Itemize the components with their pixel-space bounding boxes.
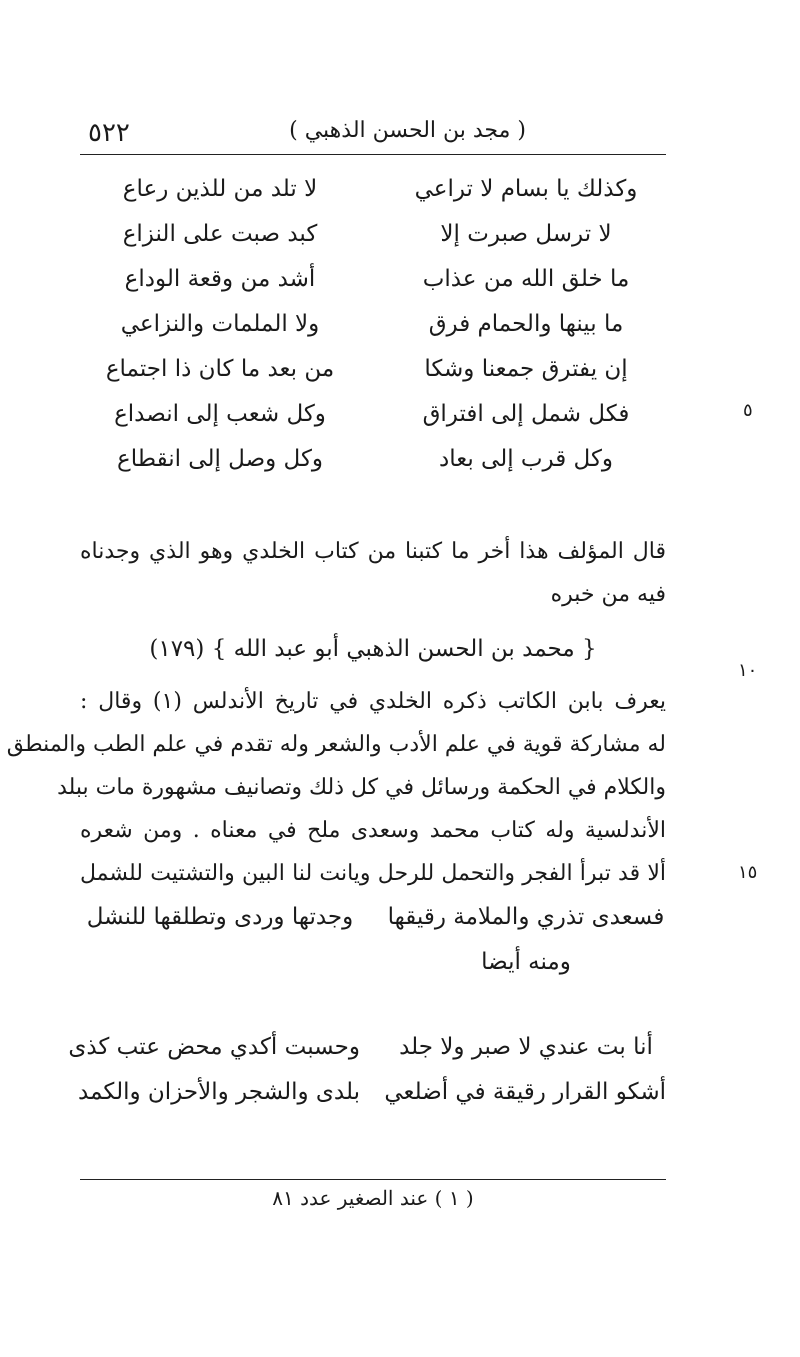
hemistich: فسعدى تذري والملامة رقيقها [387, 903, 665, 930]
margin-line-number: ١٥ [738, 862, 758, 883]
poem-top [80, 166, 666, 481]
verse-row [80, 939, 666, 984]
footnote-divider [80, 1179, 666, 1180]
verse-row [80, 1069, 666, 1114]
verse-row [80, 436, 666, 481]
hemistich: أشكو القرار رقيقة في أضلعي [384, 1078, 666, 1105]
hemistich: وكل قرب إلى بعاد [438, 445, 614, 472]
hemistich: وكذلك يا بسام لا تراعي [414, 175, 638, 202]
prose-line: له مشاركة قوية في علم الأدب والشعر وله تقدم في علم الطب والمنطق [6, 732, 666, 757]
prose-line: ألا قد تبرأ الفجر والتحمل للرحل ويانت لنا البين والتشتيت للشمل [80, 861, 666, 886]
prose-line: الأندلسية وله كتاب محمد وسعدى ملح في معناه . ومن شعره [80, 818, 666, 843]
hemistich: أشد من وقعة الوداع [124, 265, 316, 292]
hemistich: أنا بت عندي لا صبر ولا جلد [399, 1033, 653, 1060]
verse-row [80, 346, 666, 391]
hemistich: وجدتها وردى وتطلقها للنشل [86, 903, 354, 930]
verse-row [80, 391, 666, 436]
prose-line: قال المؤلف هذا أخر ما كتبنا من كتاب الخلدي وهو الذي وجدناه [80, 539, 666, 564]
page-header [80, 118, 666, 155]
hemistich: إن يفترق جمعنا وشكا [424, 355, 628, 382]
hemistich: وحسبت أكدي محض عتب كذى [68, 1033, 360, 1060]
hemistich: لا ترسل صبرت إلا [440, 220, 612, 247]
hemistich: ومنه أيضا [481, 948, 571, 975]
verse-row [80, 166, 666, 211]
margin-line-number: ٥ [743, 400, 753, 421]
verse-row [80, 256, 666, 301]
hemistich: بلدى والشجر والأحزان والكمد [78, 1078, 360, 1105]
poem-bottom [68, 894, 666, 1114]
hemistich: لا تلد من للذين رعاع [122, 175, 318, 202]
verse-row [68, 1024, 666, 1069]
hemistich: كبد صبت على النزاع [122, 220, 318, 247]
footnote: ( ١ ) عند الصغير عدد ٨١ [272, 1186, 474, 1210]
page-number: ٥٢٢ [88, 118, 130, 148]
prose-bio [6, 680, 666, 895]
hemistich: ولا الملمات والنزاعي [120, 310, 320, 337]
prose-line: والكلام في الحكمة ورسائل في كل ذلك وتصانيف مشهورة مات ببلد [57, 775, 666, 800]
hemistich: ما بينها والحمام فرق [428, 310, 624, 337]
hemistich: ما خلق الله من عذاب [422, 265, 630, 292]
prose-line: فيه من خبره [550, 582, 666, 607]
verse-row [80, 894, 666, 939]
running-title: ( مجد بن الحسن الذهبي ) [289, 118, 526, 143]
hemistich: وكل شعب إلى انصداع [114, 400, 326, 427]
hemistich: فكل شمل إلى افتراق [422, 400, 630, 427]
verse-row [80, 211, 666, 256]
margin-line-number: ١٠ [738, 660, 758, 681]
verse-row [80, 301, 666, 346]
entry-heading: { محمد بن الحسن الذهبي أبو عبد الله } (١٧٩) [149, 636, 597, 662]
hemistich: وكل وصل إلى انقطاع [116, 445, 324, 472]
prose-line: يعرف بابن الكاتب ذكره الخلدي في تاريخ الأندلس (١) وقال : [80, 689, 666, 714]
hemistich: من بعد ما كان ذا اجتماع [105, 355, 335, 382]
prose-intro [80, 530, 666, 616]
